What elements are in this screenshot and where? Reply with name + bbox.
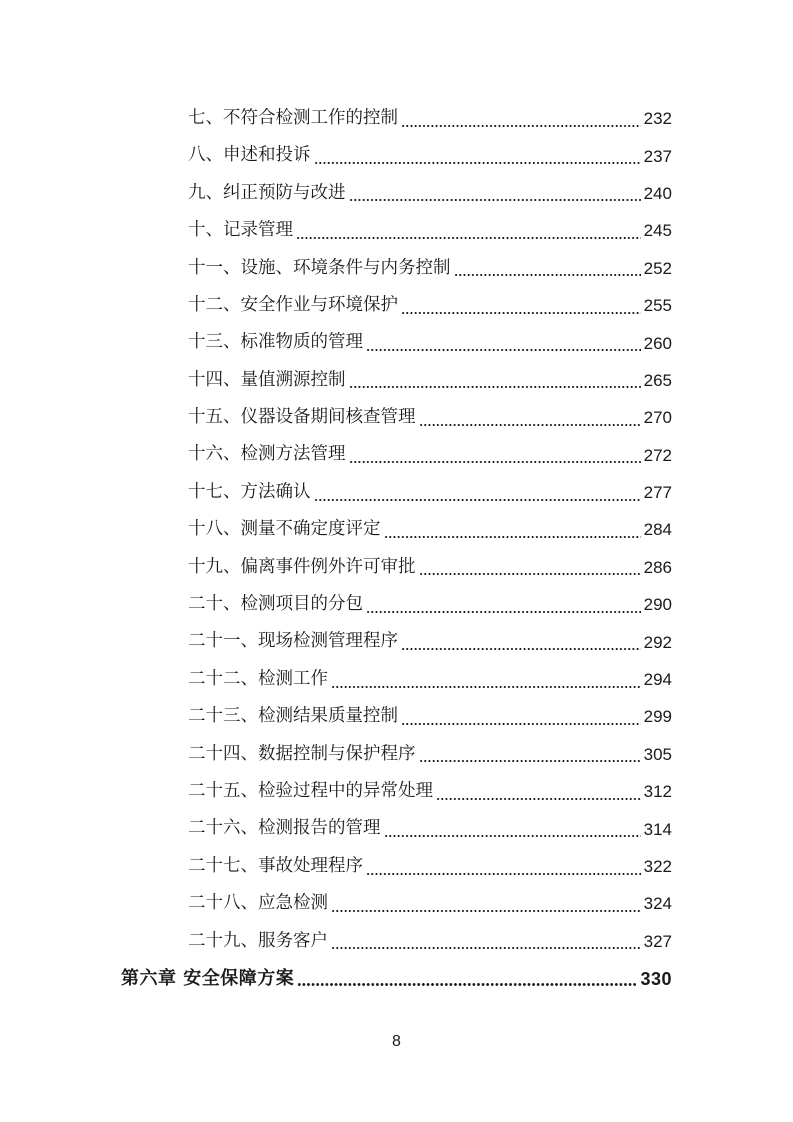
toc-entry-title: 十九、偏离事件例外许可审批 (188, 556, 416, 577)
toc-entry-title: 二十八、应急检测 (188, 893, 328, 914)
toc-entry-title: 十二、安全作业与环境保护 (188, 294, 398, 315)
toc-entry-23[interactable] (0, 698, 793, 735)
toc-entry-title: 十一、设施、环境条件与内务控制 (188, 257, 451, 278)
table-of-contents (0, 100, 793, 997)
toc-entry-title: 十四、量值溯源控制 (188, 369, 346, 390)
toc-entry-19[interactable] (0, 549, 793, 586)
toc-dot-leader (401, 312, 641, 314)
toc-entry-9[interactable] (0, 175, 793, 212)
toc-entry-page: 245 (643, 221, 672, 241)
toc-entry-page: 324 (643, 894, 672, 914)
toc-entry-17[interactable] (0, 474, 793, 511)
toc-entry-21[interactable] (0, 623, 793, 660)
toc-entry-10[interactable] (0, 212, 793, 249)
toc-chapter-page: 330 (640, 968, 672, 989)
toc-entry-24[interactable] (0, 736, 793, 773)
toc-dot-leader (401, 648, 641, 650)
toc-entry-title: 二十、检测项目的分包 (188, 594, 363, 615)
toc-dot-leader (436, 798, 641, 800)
toc-dot-leader (366, 873, 641, 875)
toc-entry-title: 二十四、数据控制与保护程序 (188, 743, 416, 764)
toc-entry-26[interactable] (0, 810, 793, 847)
toc-entry-page: 272 (643, 445, 672, 465)
toc-entry-page: 232 (643, 109, 672, 129)
toc-entry-page: 312 (643, 782, 672, 802)
toc-entry-page: 265 (643, 370, 672, 390)
toc-entry-page: 294 (643, 670, 672, 690)
toc-dot-leader (384, 536, 641, 538)
toc-entry-8[interactable] (0, 137, 793, 174)
toc-entry-title: 二十五、检验过程中的异常处理 (188, 780, 433, 801)
toc-chapter-title: 第六章 安全保障方案 (121, 967, 295, 989)
toc-entry-title: 十三、标准物质的管理 (188, 332, 363, 353)
toc-entry-12[interactable] (0, 287, 793, 324)
toc-dot-leader (297, 983, 637, 986)
toc-entry-27[interactable] (0, 848, 793, 885)
toc-entry-page: 252 (643, 258, 672, 278)
toc-dot-leader (401, 723, 641, 725)
toc-entry-title: 十七、方法确认 (188, 481, 311, 502)
toc-entry-page: 255 (643, 296, 672, 316)
toc-dot-leader (384, 835, 641, 837)
toc-entry-page: 240 (643, 183, 672, 203)
toc-dot-leader (314, 162, 641, 164)
toc-dot-leader (419, 760, 641, 762)
toc-entry-22[interactable] (0, 661, 793, 698)
toc-entry-title: 十五、仪器设备期间核查管理 (188, 407, 416, 428)
toc-entry-25[interactable] (0, 773, 793, 810)
toc-entry-20[interactable] (0, 586, 793, 623)
toc-entry-28[interactable] (0, 885, 793, 922)
toc-entry-13[interactable] (0, 324, 793, 361)
page-number: 8 (392, 1033, 401, 1050)
toc-dot-leader (401, 125, 641, 127)
toc-dot-leader (366, 611, 641, 613)
toc-entry-title: 十、记录管理 (188, 220, 293, 241)
toc-entry-page: 277 (643, 483, 672, 503)
toc-dot-leader (314, 499, 641, 501)
toc-entry-page: 314 (643, 819, 672, 839)
toc-entry-page: 284 (643, 520, 672, 540)
toc-dot-leader (331, 910, 641, 912)
toc-dot-leader (349, 199, 641, 201)
toc-entry-title: 二十一、现场检测管理程序 (188, 631, 398, 652)
toc-entry-page: 290 (643, 595, 672, 615)
toc-dot-leader (296, 237, 641, 239)
toc-entry-29[interactable] (0, 923, 793, 960)
toc-entry-page: 322 (643, 857, 672, 876)
toc-dot-leader (331, 686, 641, 688)
toc-entry-14[interactable] (0, 362, 793, 399)
toc-entry-page: 260 (643, 333, 672, 353)
toc-chapter-6[interactable] (0, 960, 793, 997)
toc-dot-leader (349, 461, 641, 463)
toc-entry-title: 二十六、检测报告的管理 (188, 818, 381, 839)
toc-entry-7[interactable] (0, 100, 793, 137)
toc-entry-title: 九、纠正预防与改进 (188, 182, 346, 203)
toc-dot-leader (331, 947, 641, 949)
toc-dot-leader (454, 274, 641, 276)
toc-dot-leader (419, 424, 641, 426)
toc-entry-page: 237 (643, 146, 672, 166)
toc-entry-title: 二十七、事故处理程序 (188, 855, 363, 876)
toc-entry-11[interactable] (0, 250, 793, 287)
toc-dot-leader (366, 349, 641, 351)
toc-entry-page: 286 (643, 557, 672, 577)
toc-entry-title: 七、不符合检测工作的控制 (188, 107, 398, 128)
toc-entry-title: 十六、检测方法管理 (188, 444, 346, 465)
toc-entry-title: 二十九、服务客户 (188, 930, 328, 951)
toc-entry-page: 305 (643, 744, 672, 764)
toc-entry-page: 299 (643, 707, 672, 727)
toc-entry-title: 二十二、检测工作 (188, 668, 328, 689)
toc-dot-leader (419, 573, 641, 575)
toc-entry-page: 270 (643, 408, 672, 428)
toc-entry-page: 292 (643, 632, 672, 652)
toc-dot-leader (349, 386, 641, 388)
toc-entry-15[interactable] (0, 399, 793, 436)
toc-entry-title: 二十三、检测结果质量控制 (188, 706, 398, 727)
toc-entry-page: 327 (643, 931, 672, 951)
toc-entry-16[interactable] (0, 437, 793, 474)
toc-entry-title: 八、申述和投诉 (188, 145, 311, 166)
toc-entry-18[interactable] (0, 511, 793, 548)
toc-entry-title: 十八、测量不确定度评定 (188, 519, 381, 540)
